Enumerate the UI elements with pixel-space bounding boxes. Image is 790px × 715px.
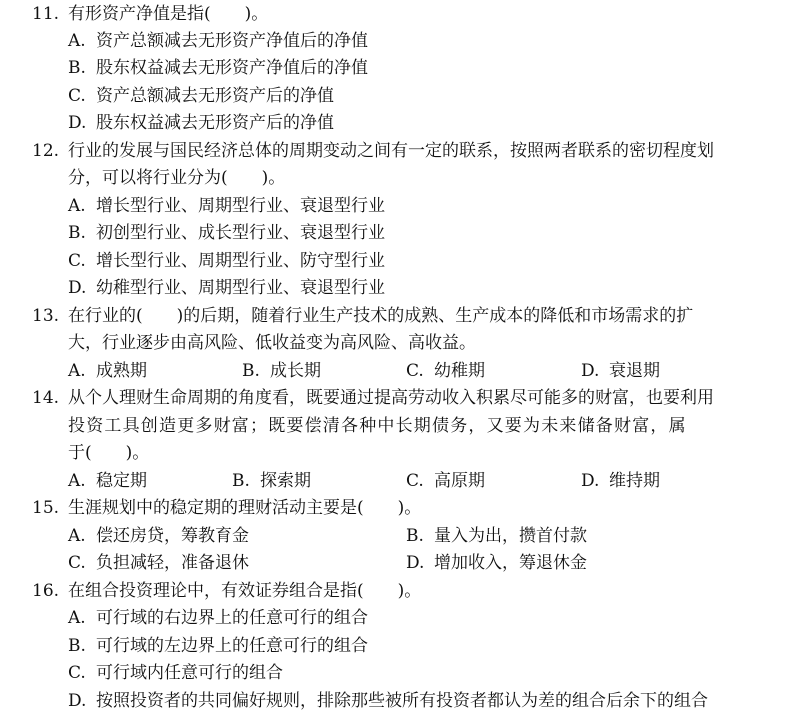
question-text: 从个人理财生命周期的角度看，既要通过提高劳动收入积累尽可能多的财富，也要利用	[68, 388, 714, 408]
option-text: 幼稚期	[434, 361, 485, 381]
option-label: A.	[68, 608, 86, 628]
option-a	[68, 468, 147, 495]
option-a	[68, 523, 249, 550]
question-number: 11.	[32, 4, 60, 24]
option-label: B.	[232, 471, 250, 491]
option-b	[232, 468, 311, 495]
option-b	[406, 523, 587, 550]
question-text: 投资工具创造更多财富；既要偿清各种中长期债务，又要为未来储备财富，属	[68, 416, 687, 436]
option-a	[68, 358, 147, 385]
option-label: B.	[68, 636, 86, 656]
option-label: A.	[68, 361, 86, 381]
option-c	[68, 660, 283, 687]
option-label: D.	[68, 278, 87, 298]
option-text: 可行域内任意可行的组合	[96, 663, 283, 683]
option-text: 股东权益减去无形资产净值后的净值	[96, 58, 368, 78]
option-label: A.	[68, 471, 86, 491]
option-text: 可行域的右边界上的任意可行的组合	[96, 608, 368, 628]
option-label: A.	[68, 526, 86, 546]
option-label: C.	[68, 663, 86, 683]
question-text: 有形资产净值是指( )。	[68, 4, 269, 24]
option-label: B.	[406, 526, 424, 546]
option-label: C.	[406, 361, 424, 381]
question-text: 大，行业逐步由高风险、低收益变为高风险、高收益。	[68, 333, 476, 353]
option-c	[68, 550, 249, 577]
option-label: C.	[68, 553, 86, 573]
question-number: 14.	[32, 388, 60, 408]
option-text: 维持期	[609, 471, 660, 491]
option-b	[68, 55, 368, 82]
option-text: 股东权益减去无形资产后的净值	[96, 113, 334, 133]
option-label: C.	[68, 86, 86, 106]
option-text: 成熟期	[96, 361, 147, 381]
option-label: D.	[406, 553, 425, 573]
option-label: B.	[242, 361, 260, 381]
option-c	[406, 468, 485, 495]
option-c	[68, 83, 334, 110]
option-label: B.	[68, 223, 86, 243]
question-text: 分，可以将行业分为( )。	[68, 168, 286, 188]
option-text: 增加收入，筹退休金	[434, 553, 587, 573]
option-d	[68, 275, 385, 302]
option-text: 幼稚型行业、周期型行业、衰退型行业	[96, 278, 385, 298]
option-text: 衰退期	[609, 361, 660, 381]
option-text: 成长期	[270, 361, 321, 381]
option-label: D.	[581, 361, 600, 381]
option-text: 资产总额减去无形资产净值后的净值	[96, 31, 368, 51]
option-text: 可行域的左边界上的任意可行的组合	[96, 636, 368, 656]
option-text: 资产总额减去无形资产后的净值	[96, 86, 334, 106]
question-text: 在行业的( )的后期，随着行业生产技术的成熟、生产成本的降低和市场需求的扩	[68, 306, 694, 326]
option-c	[68, 248, 385, 275]
option-label: C.	[68, 251, 86, 271]
option-a	[68, 605, 368, 632]
option-d	[581, 358, 660, 385]
option-text: 稳定期	[96, 471, 147, 491]
question-number: 13.	[32, 306, 60, 326]
option-c	[406, 358, 485, 385]
option-text: 增长型行业、周期型行业、防守型行业	[96, 251, 385, 271]
option-d	[68, 688, 708, 715]
question-text: 行业的发展与国民经济总体的周期变动之间有一定的联系，按照两者联系的密切程度划	[68, 141, 714, 161]
option-label: B.	[68, 58, 86, 78]
question-text: 于( )。	[68, 443, 150, 463]
option-b	[68, 220, 385, 247]
option-label: D.	[581, 471, 600, 491]
option-b	[242, 358, 321, 385]
option-label: D.	[68, 113, 87, 133]
option-label: D.	[68, 691, 87, 711]
option-a	[68, 193, 385, 220]
option-d	[68, 110, 334, 137]
option-text: 按照投资者的共同偏好规则，排除那些被所有投资者都认为差的组合后余下的组合	[96, 691, 708, 711]
question-number: 16.	[32, 581, 60, 601]
option-text: 探索期	[260, 471, 311, 491]
option-d	[406, 550, 587, 577]
option-text: 负担减轻，准备退休	[96, 553, 249, 573]
option-label: A.	[68, 31, 86, 51]
option-text: 高原期	[434, 471, 485, 491]
option-label: C.	[406, 471, 424, 491]
option-b	[68, 633, 368, 660]
question-number: 15.	[32, 498, 60, 518]
option-d	[581, 468, 660, 495]
option-a	[68, 28, 368, 55]
option-label: A.	[68, 196, 86, 216]
option-text: 偿还房贷，筹教育金	[96, 526, 249, 546]
option-text: 增长型行业、周期型行业、衰退型行业	[96, 196, 385, 216]
question-text: 生涯规划中的稳定期的理财活动主要是( )。	[68, 498, 422, 518]
question-number: 12.	[32, 141, 60, 161]
option-text: 初创型行业、成长型行业、衰退型行业	[96, 223, 385, 243]
question-text: 在组合投资理论中，有效证券组合是指( )。	[68, 581, 422, 601]
option-text: 量入为出，攒首付款	[434, 526, 587, 546]
